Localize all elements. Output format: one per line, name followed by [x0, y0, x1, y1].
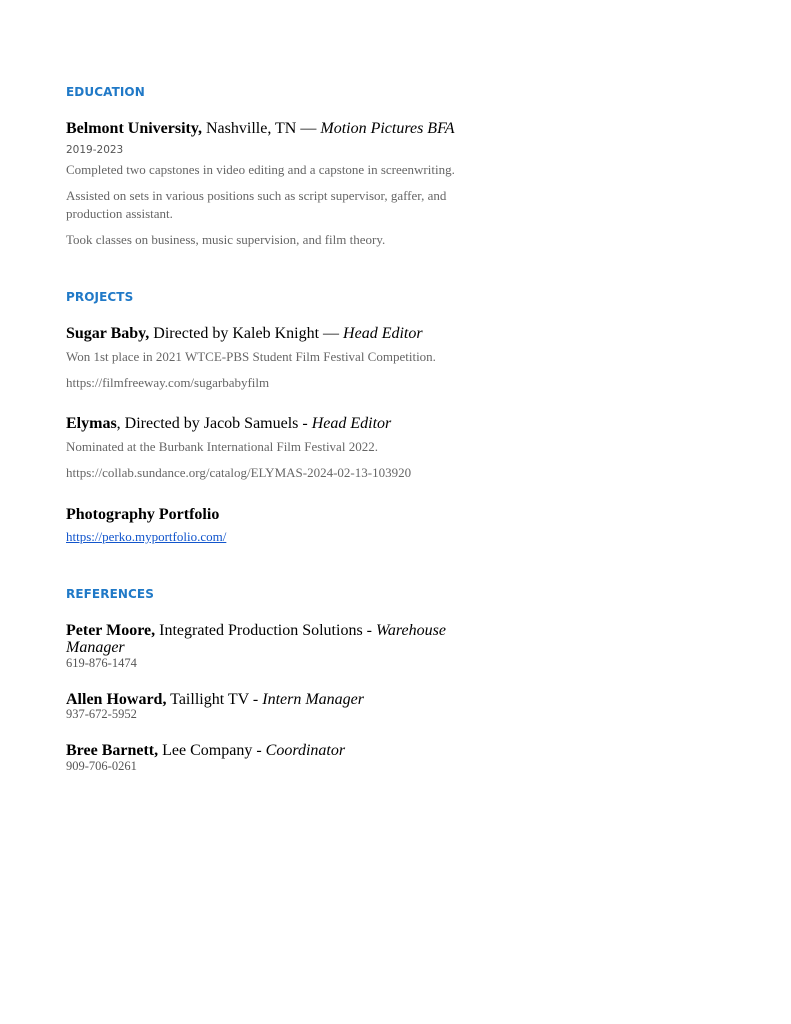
- project-name: Elymas: [66, 415, 117, 432]
- project-director: , Directed by Jacob Samuels -: [116, 415, 312, 432]
- education-entry-title: [66, 120, 455, 137]
- portfolio-title: [66, 506, 219, 523]
- project-director: Directed by Kaleb Knight —: [149, 325, 344, 342]
- reference-phone: 909-706-0261: [66, 759, 137, 773]
- school-location: Nashville, TN —: [202, 120, 321, 137]
- education-heading: EDUCATION: [66, 85, 145, 99]
- projects-heading: PROJECTS: [66, 290, 134, 304]
- reference-title: Warehouse Manager: [66, 622, 446, 656]
- education-bullet-2: Assisted on sets in various positions such as script supervisor, gaffer, and production assistant.: [66, 188, 447, 221]
- reference-name: Bree Barnett,: [66, 742, 159, 759]
- reference-title: Intern Manager: [262, 691, 364, 708]
- school-name: Belmont University,: [66, 120, 202, 137]
- references-heading: REFERENCES: [66, 587, 154, 601]
- reference-allen-howard: [66, 691, 364, 708]
- reference-company: Integrated Production Solutions -: [155, 622, 376, 639]
- reference-phone: 619-876-1474: [66, 656, 137, 670]
- degree: Motion Pictures BFA: [320, 120, 455, 137]
- project-note: Won 1st place in 2021 WTCE-PBS Student Film Festival Competition.: [66, 349, 436, 364]
- reference-name: Allen Howard,: [66, 691, 167, 708]
- education-bullet-3: Took classes on business, music supervision, and film theory.: [66, 232, 386, 247]
- reference-company: Lee Company -: [158, 742, 266, 759]
- education-bullet-1: Completed two capstones in video editing and a capstone in screenwriting.: [66, 162, 455, 177]
- reference-peter-moore: [66, 622, 486, 656]
- reference-bree-barnett: [66, 742, 345, 759]
- portfolio-title-text: Photography Portfolio: [66, 506, 220, 523]
- education-dates: 2019-2023: [66, 144, 124, 156]
- project-role: Head Editor: [311, 415, 392, 432]
- reference-phone: 937-672-5952: [66, 707, 137, 721]
- project-title-sugar-baby: [66, 325, 423, 342]
- project-url: https://collab.sundance.org/catalog/ELYMAS-2024-02-13-103920: [66, 465, 412, 480]
- project-note: Nominated at the Burbank International Film Festival 2022.: [66, 439, 378, 454]
- reference-company: Taillight TV -: [166, 691, 263, 708]
- project-name: Sugar Baby,: [66, 325, 150, 342]
- project-url: https://filmfreeway.com/sugarbabyfilm: [66, 375, 270, 390]
- project-role: Head Editor: [343, 325, 423, 342]
- reference-name: Peter Moore,: [66, 622, 156, 639]
- reference-title: Coordinator: [265, 742, 346, 759]
- portfolio-link[interactable]: https://perko.myportfolio.com/: [66, 529, 227, 544]
- project-title-elymas: [66, 415, 391, 432]
